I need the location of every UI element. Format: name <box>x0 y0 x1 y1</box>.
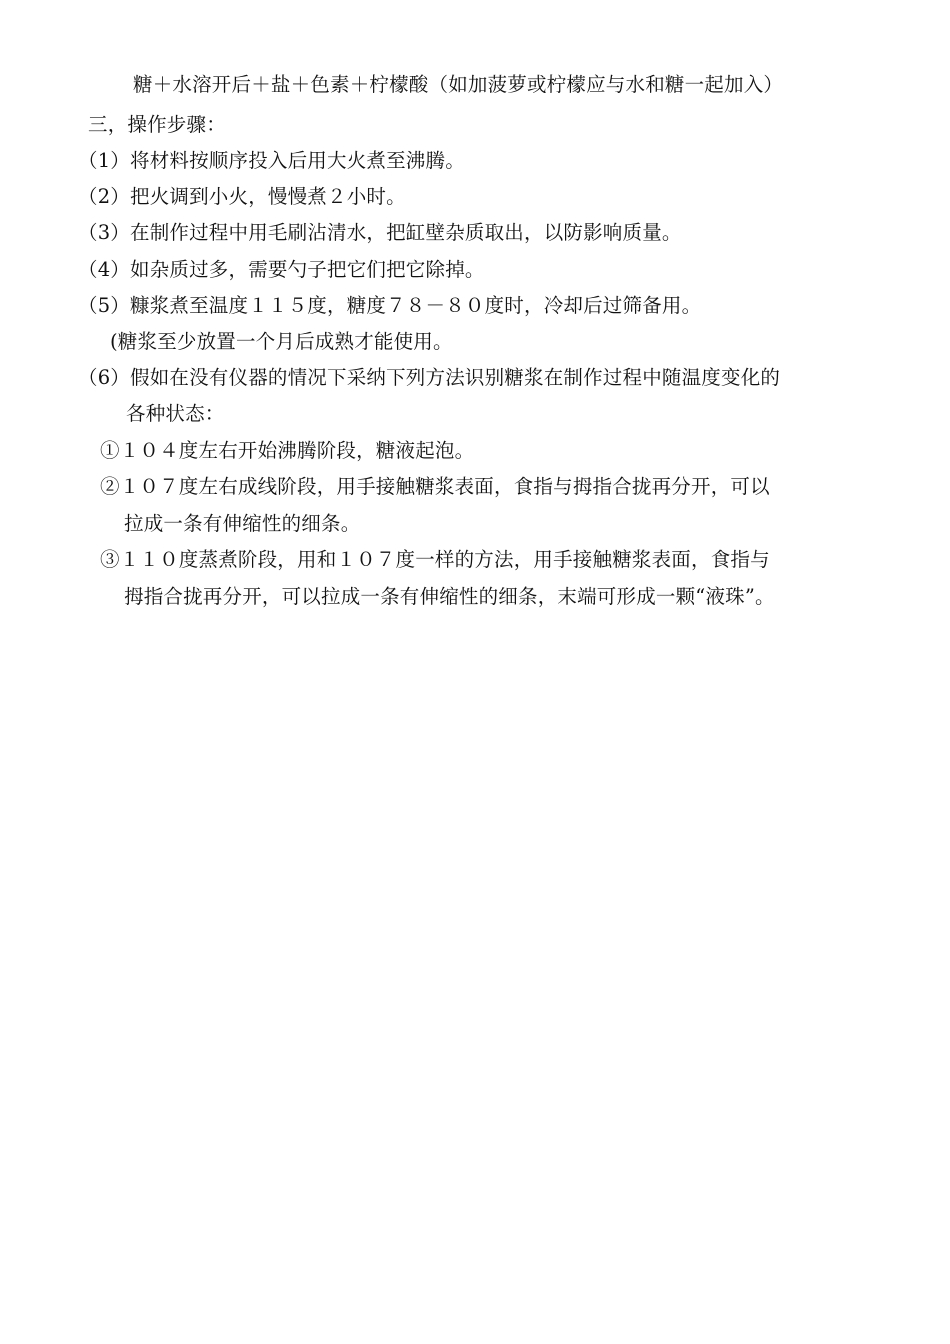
step-4: （4）如杂质过多，需要勺子把它们把它除掉。 <box>78 258 485 281</box>
step-6-line-1: （6）假如在没有仪器的情况下采纳下列方法识别糖浆在制作过程中随温度变化的 <box>78 366 781 389</box>
step-3: （3）在制作过程中用毛刷沾清水，把缸壁杂质取出，以防影响质量。 <box>78 221 682 244</box>
formula-line: 糖＋水溶开后＋盐＋色素＋柠檬酸（如加菠萝或柠檬应与水和糖一起加入） <box>133 73 784 96</box>
section-heading: 三，操作步骤： <box>88 113 226 136</box>
step-1: （1）将材料按顺序投入后用大火煮至沸腾。 <box>78 149 465 172</box>
state-1: ①１０４度左右开始沸腾阶段，糖液起泡。 <box>100 439 475 462</box>
step-2: （2）把火调到小火，慢慢煮２小时。 <box>78 185 406 208</box>
state-3-line-2: 拇指合拢再分开，可以拉成一条有伸缩性的细条，末端可形成一颗“液珠”。 <box>124 585 775 608</box>
state-3-line-1: ③１１０度蒸煮阶段，用和１０７度一样的方法，用手接触糖浆表面，食指与 <box>100 548 770 571</box>
step-6-line-2: 各种状态： <box>126 402 225 425</box>
state-2-line-2: 拉成一条有伸缩性的细条。 <box>124 512 361 535</box>
state-2-line-1: ②１０７度左右成线阶段，用手接触糖浆表面，食指与拇指合拢再分开，可以 <box>100 475 770 498</box>
step-5: （5）糠浆煮至温度１１５度，糖度７８－８０度时，冷却后过筛备用。 <box>78 294 702 317</box>
step-5-note: (糖浆至少放置一个月后成熟才能使用。 <box>110 330 453 353</box>
